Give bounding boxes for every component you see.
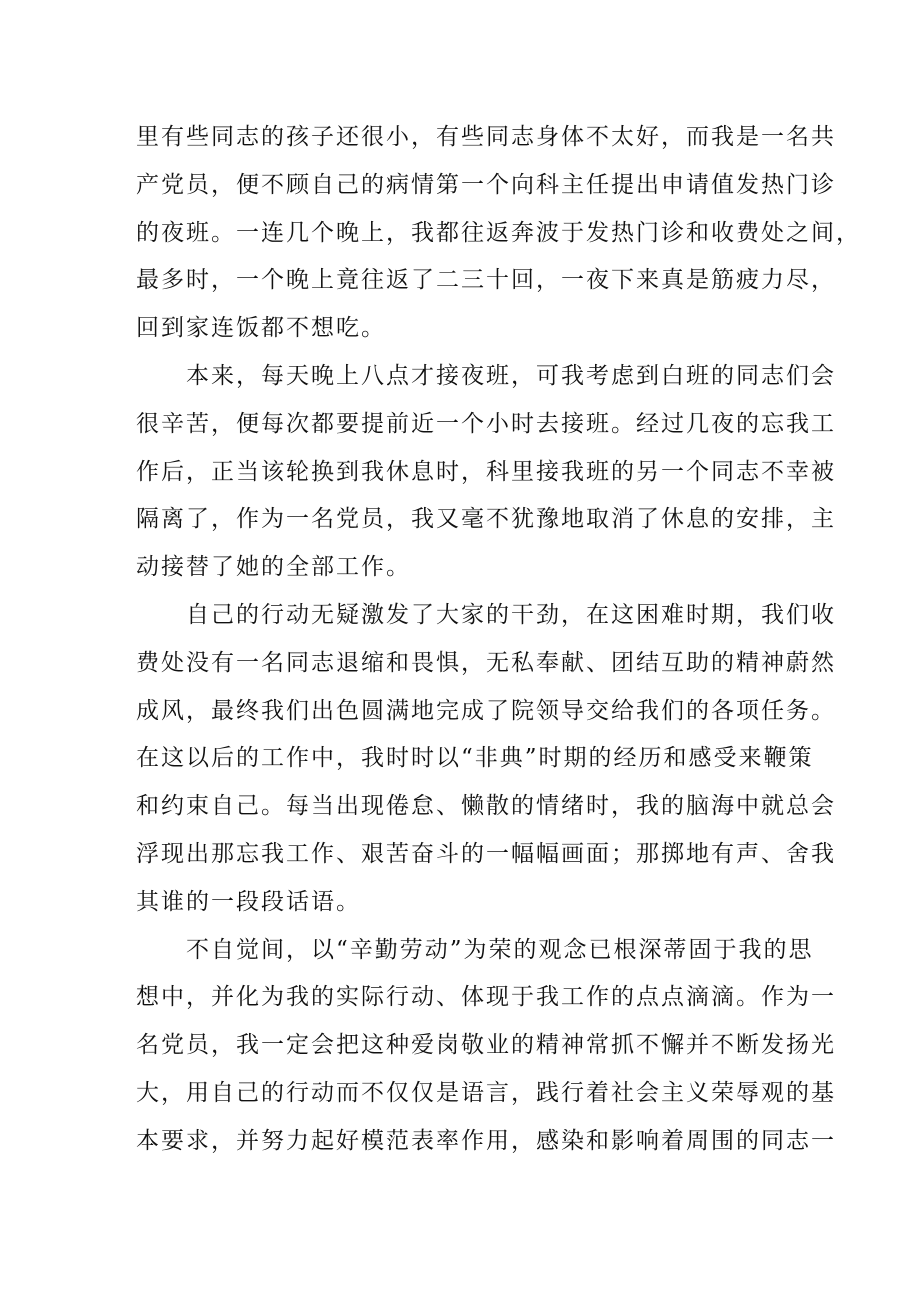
text-line: 和约束自己。每当出现倦怠、懒散的情绪时，我的脑海中就总会 <box>136 793 836 820</box>
text-line: 浮现出那忘我工作、艰苦奋斗的一幅幅画面；那掷地有声、舍我 <box>136 840 836 867</box>
text-line: 其谁的一段段话语。 <box>136 888 361 915</box>
text-line: 在这以后的工作中，我时时以“非典”时期的经历和感受来鞭策 <box>136 745 814 772</box>
text-line: 产党员，便不顾自己的病情第一个向科主任提出申请值发热门诊 <box>136 171 836 198</box>
text-line: 里有些同志的孩子还很小，有些同志身体不太好，而我是一名共 <box>136 124 836 150</box>
text-line: 大，用自己的行动而不仅仅是语言，践行着社会主义荣辱观的基 <box>136 1079 836 1106</box>
text-line: 本来，每天晚上八点才接夜班，可我考虑到白班的同志们会 <box>136 362 836 389</box>
text-line: 的夜班。一连几个晚上，我都往返奔波于发热门诊和收费处之间， <box>136 219 861 246</box>
text-line: 自己的行动无疑激发了大家的干劲，在这困难时期，我们收 <box>136 601 836 628</box>
text-line: 想中，并化为我的实际行动、体现于我工作的点点滴滴。作为一 <box>136 984 836 1011</box>
text-line: 不自觉间，以“辛勤劳动”为荣的观念已根深蒂固于我的思 <box>136 936 814 963</box>
text-line: 隔离了，作为一名党员，我又毫不犹豫地取消了休息的安排，主 <box>136 506 836 533</box>
text-line: 动接替了她的全部工作。 <box>136 554 411 581</box>
text-line: 名党员，我一定会把这种爱岗敬业的精神常抓不懈并不断发扬光 <box>136 1032 836 1059</box>
document-body <box>136 114 861 1166</box>
text-line: 作后，正当该轮换到我休息时，科里接我班的另一个同志不幸被 <box>136 458 836 485</box>
text-line: 费处没有一名同志退缩和畏惧，无私奉献、团结互助的精神蔚然 <box>136 649 836 676</box>
text-line: 回到家连饭都不想吃。 <box>136 315 386 342</box>
text-line: 本要求，并努力起好模范表率作用，感染和影响着周围的同志一 <box>136 1127 836 1154</box>
text-line: 很辛苦，便每次都要提前近一个小时去接班。经过几夜的忘我工 <box>136 410 836 437</box>
text-line: 最多时，一个晚上竟往返了二三十回，一夜下来真是筋疲力尽， <box>136 267 836 294</box>
text-line: 成风，最终我们出色圆满地完成了院领导交给我们的各项任务。 <box>136 697 836 724</box>
